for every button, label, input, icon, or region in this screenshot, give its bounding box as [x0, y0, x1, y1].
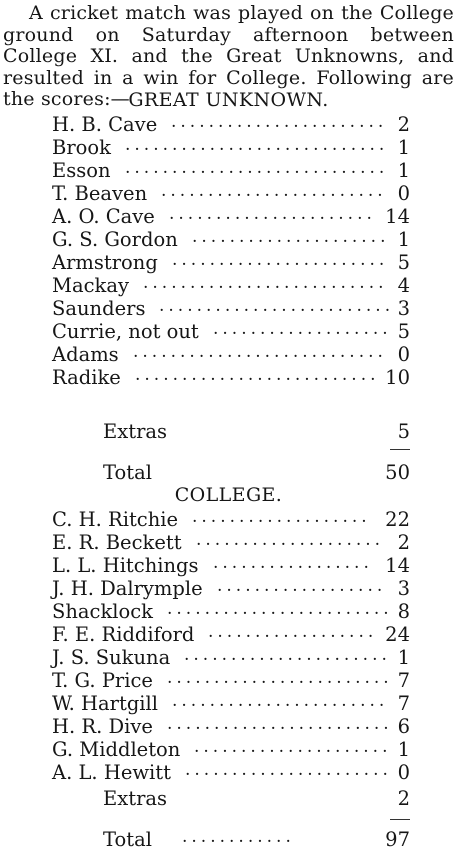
batsman-name: Brook [52, 136, 111, 159]
total-label: Total [103, 828, 152, 851]
total-label: Total [103, 461, 152, 484]
runs-scored: 0 [397, 343, 410, 366]
batsman-name: Adams [52, 343, 119, 366]
batsman-row [0, 182, 457, 205]
runs-scored: 1 [397, 159, 410, 182]
runs-scored: 14 [385, 205, 410, 228]
batsman-name: A. O. Cave [52, 205, 155, 228]
batsman-name: C. H. Ritchie [52, 508, 179, 531]
runs-scored: 2 [397, 531, 410, 554]
leader-dots: .................. [208, 622, 378, 642]
batsman-name: Armstrong [52, 251, 158, 274]
batsman-row [0, 508, 457, 531]
batsman-row [0, 646, 457, 669]
batsman-name: Radike [52, 366, 121, 389]
leader-dots: ................. [213, 553, 373, 573]
runs-scored: 6 [397, 715, 410, 738]
batsman-row [0, 715, 457, 738]
runs-scored: 3 [397, 577, 410, 600]
batsman-row [0, 554, 457, 577]
batsman-name: A. L. Hewitt [52, 761, 171, 784]
leader-dots: ...................... [169, 204, 376, 224]
batsman-row [0, 366, 457, 389]
leader-dots: ................... [192, 507, 371, 527]
runs-scored: 5 [397, 251, 410, 274]
runs-scored: 14 [385, 554, 410, 577]
runs-scored: 7 [397, 692, 410, 715]
batsman-row [0, 577, 457, 600]
extras-runs: 5 [397, 420, 410, 443]
batsman-row [0, 274, 457, 297]
batsman-row [0, 320, 457, 343]
batsman-name: Shacklock [52, 600, 153, 623]
runs-scored: 0 [397, 761, 410, 784]
batsman-row [0, 228, 457, 251]
runs-scored: 2 [397, 113, 410, 136]
runs-scored: 8 [397, 600, 410, 623]
leader-dots: .......................... [143, 273, 388, 293]
leader-dots: ........................... [133, 342, 387, 362]
extras-row [0, 787, 457, 810]
leader-dots: ....................... [171, 112, 388, 132]
leader-dots: ....................... [172, 250, 389, 270]
runs-scored: 1 [397, 228, 410, 251]
batsman-row [0, 623, 457, 646]
batsman-name: L. L. Hitchings [52, 554, 199, 577]
batsman-row [0, 692, 457, 715]
leader-dots: ............................ [125, 158, 389, 178]
leader-dots: ........................ [161, 181, 387, 201]
leader-dots: ........................ [167, 714, 393, 734]
batsman-row [0, 251, 457, 274]
batsman-row [0, 297, 457, 320]
runs-scored: 24 [385, 623, 410, 646]
batsman-row [0, 761, 457, 784]
extras-runs: 2 [397, 787, 410, 810]
batsman-name: T. G. Price [52, 669, 153, 692]
batsman-row [0, 531, 457, 554]
leader-dots: .................... [196, 530, 385, 550]
batsman-row [0, 343, 457, 366]
batsman-row [0, 205, 457, 228]
batsman-row [0, 669, 457, 692]
runs-scored: 5 [397, 320, 410, 343]
leader-dots: ...................... [184, 645, 391, 665]
leader-dots: ..................... [194, 737, 392, 757]
team-heading: COLLEGE. [174, 484, 283, 506]
match-report-paragraph: A cricket match was played on the College ground on Saturday afternoon between College XI. and the Great Unknowns, and resulted in a win for College. Following are the scores:— [3, 2, 454, 110]
extras-row [0, 420, 457, 443]
batsman-name: J. H. Dalrymple [52, 577, 203, 600]
batsman-name: G. S. Gordon [52, 228, 178, 251]
runs-scored: 7 [397, 669, 410, 692]
batsman-name: Saunders [52, 297, 146, 320]
batsman-row [0, 738, 457, 761]
team-heading: GREAT UNKNOWN. [128, 89, 329, 111]
runs-scored: 4 [397, 274, 410, 297]
batsman-row [0, 600, 457, 623]
leader-dots: .......................... [135, 365, 380, 385]
leader-dots: ................... [213, 319, 392, 339]
runs-scored: 1 [397, 738, 410, 761]
batsman-name: Esson [52, 159, 111, 182]
runs-scored: 3 [397, 297, 410, 320]
batsman-name: J. S. Sukuna [52, 646, 171, 669]
runs-scored: 1 [397, 646, 410, 669]
batsman-row [0, 159, 457, 182]
batsman-name: G. Middleton [52, 738, 181, 761]
leader-dots: ........................ [167, 599, 393, 619]
batsman-name: H. B. Cave [52, 113, 158, 136]
total-row [0, 461, 457, 484]
batsman-row [0, 136, 457, 159]
total-rule [390, 819, 410, 820]
leader-dots: ...................... [185, 760, 392, 780]
total-runs: 50 [385, 461, 410, 484]
leader-dots: ......................... [159, 296, 395, 316]
runs-scored: 22 [385, 508, 410, 531]
leader-dots: .................. [217, 576, 387, 596]
leader-dots: ....................... [172, 691, 389, 711]
total-runs: 97 [385, 828, 410, 851]
runs-scored: 1 [397, 136, 410, 159]
batsman-name: H. R. Dive [52, 715, 153, 738]
leader-dots: ............ [182, 827, 295, 847]
batsman-name: F. E. Riddiford [52, 623, 195, 646]
leader-dots: ..................... [192, 227, 390, 247]
batsman-row [0, 113, 457, 136]
extras-label: Extras [103, 420, 168, 443]
batsman-name: W. Hartgill [52, 692, 159, 715]
extras-label: Extras [103, 787, 168, 810]
total-rule [390, 449, 410, 450]
leader-dots: ............................ [125, 135, 389, 155]
batsman-name: Mackay [52, 274, 129, 297]
batsman-name: E. R. Beckett [52, 531, 182, 554]
batsman-name: T. Beaven [52, 182, 148, 205]
leader-dots: ........................ [167, 668, 393, 688]
runs-scored: 10 [385, 366, 410, 389]
total-row [0, 828, 457, 851]
runs-scored: 0 [397, 182, 410, 205]
batsman-name: Currie, not out [52, 320, 199, 343]
